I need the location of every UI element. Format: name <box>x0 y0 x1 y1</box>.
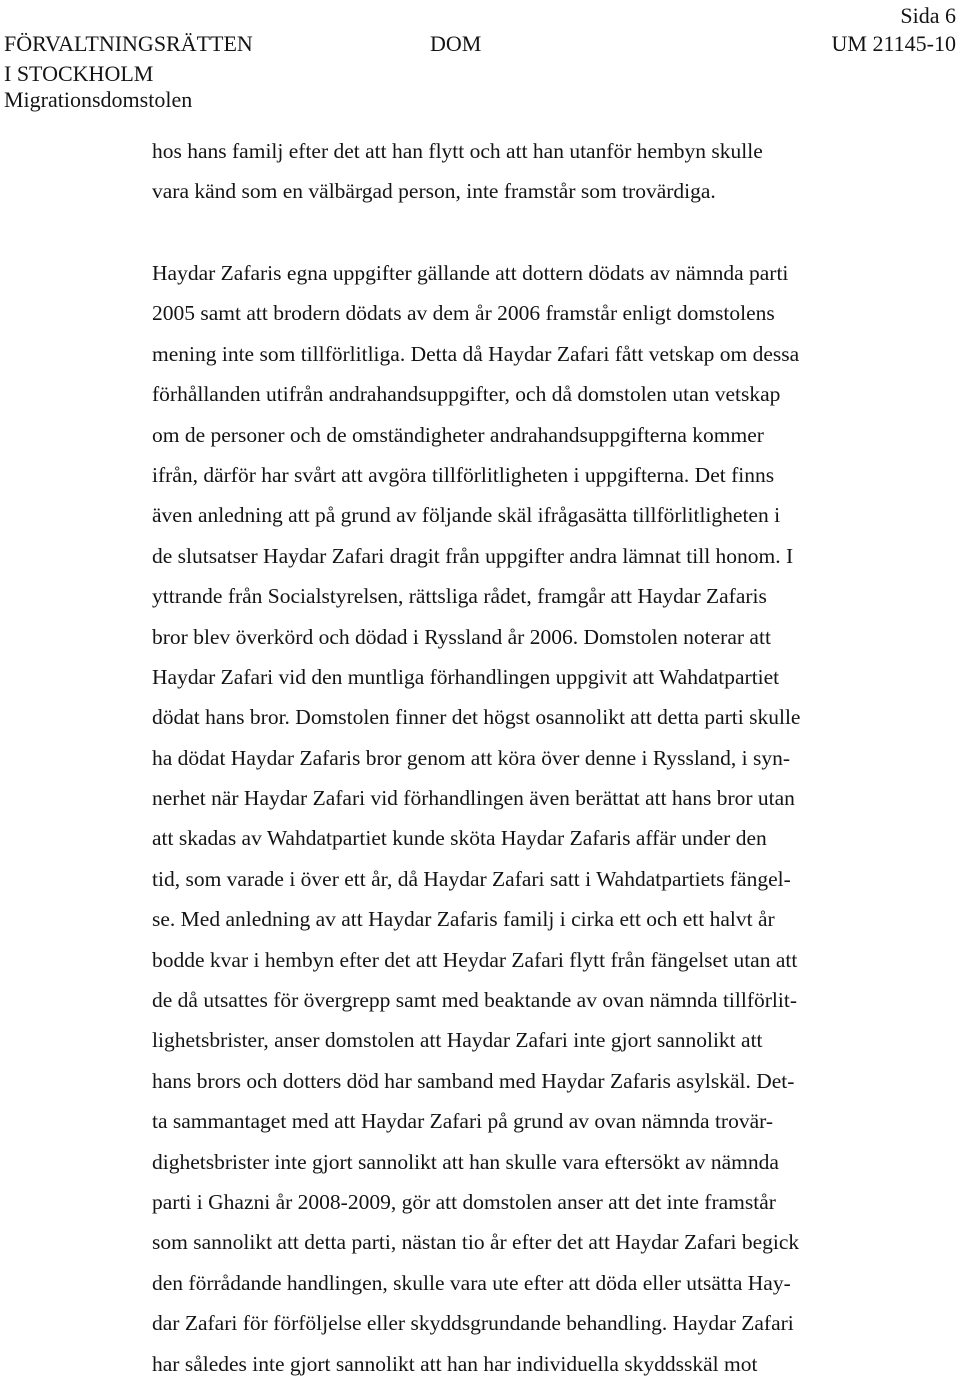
text-line: har således inte gjort sannolikt att han har individuella skyddsskäl mot <box>152 1351 758 1376</box>
text-line: Haydar Zafari vid den muntliga förhandlingen uppgivit att Wahdatpartiet <box>152 664 780 689</box>
court-department: Migrationsdomstolen <box>4 87 193 112</box>
text-line: 2005 samt att brodern dödats av dem år 2006 framstår enligt domstolens <box>152 301 775 326</box>
text-line: nerhet när Haydar Zafari vid förhandlingen även berättat att hans bror utan <box>152 786 795 811</box>
text-line: om de personer och de omständigheter andrahandsuppgifterna kommer <box>152 422 764 447</box>
text-line: tid, som varade i över ett år, då Haydar Zafari satt i Wahdatpartiets fängel- <box>152 866 791 891</box>
text-line: bror blev överkörd och dödad i Ryssland år 2006. Domstolen noterar att <box>152 624 771 649</box>
text-line: dar Zafari för förföljelse eller skyddsgrundande behandling. Haydar Zafari <box>152 1311 794 1336</box>
text-line: de slutsatser Haydar Zafari dragit från uppgifter andra lämnat till honom. I <box>152 543 794 568</box>
text-line: förhållanden utifrån andrahandsuppgifter, och då domstolen utan vetskap <box>152 382 781 407</box>
court-name: FÖRVALTNINGSRÄTTEN <box>4 31 253 56</box>
text-line: ifrån, därför har svårt att avgöra tillförlitligheten i uppgifterna. Det finns <box>152 462 775 487</box>
text-line: bodde kvar i hembyn efter det att Heydar Zafari flytt från fängelset utan att <box>152 947 798 972</box>
case-number: UM 21145-10 <box>831 31 956 56</box>
text-line: lighetsbrister, anser domstolen att Haydar Zafari inte gjort sannolikt att <box>152 1028 763 1053</box>
text-line: de då utsattes för övergrepp samt med beaktande av ovan nämnda tillförlit- <box>152 988 797 1013</box>
text-line: även anledning att på grund av följande skäl ifrågasätta tillförlitligheten i <box>152 503 781 528</box>
court-city: I STOCKHOLM <box>4 61 154 86</box>
text-line: att skadas av Wahdatpartiet kunde sköta Haydar Zafaris affär under den <box>152 826 767 851</box>
text-line: vara känd som en välbärgad person, inte framstår som trovärdiga. <box>152 179 716 204</box>
text-line: som sannolikt att detta parti, nästan tio år efter det att Haydar Zafari begick <box>152 1230 800 1255</box>
text-line: hos hans familj efter det att han flytt och att han utanför hembyn skulle <box>152 139 763 163</box>
text-line: se. Med anledning av att Haydar Zafaris familj i cirka ett och ett halvt år <box>152 907 775 932</box>
text-line: dödat hans bror. Domstolen finner det högst osannolikt att detta parti skulle <box>152 705 801 730</box>
document-type: DOM <box>430 31 482 56</box>
text-line: den förrådande handlingen, skulle vara ute efter att döda eller utsätta Hay- <box>152 1270 791 1295</box>
page-number: Sida 6 <box>900 3 956 28</box>
text-line: Haydar Zafaris egna uppgifter gällande att dottern dödats av nämnda parti <box>152 261 789 285</box>
text-line: yttrande från Socialstyrelsen, rättsliga rådet, framgår att Haydar Zafaris <box>152 584 767 609</box>
paragraph-1 <box>152 131 912 212</box>
text-line: ha dödat Haydar Zafaris bror genom att köra över denne i Ryssland, i syn- <box>152 745 790 770</box>
paragraph-2 <box>152 253 912 1384</box>
text-line: parti i Ghazni år 2008-2009, gör att domstolen anser att det inte framstår <box>152 1189 776 1214</box>
text-line: mening inte som tillförlitliga. Detta då Haydar Zafari fått vetskap om dessa <box>152 341 800 366</box>
text-line: hans brors och dotters död har samband med Haydar Zafaris asylskäl. Det- <box>152 1068 795 1093</box>
text-line: dighetsbrister inte gjort sannolikt att han skulle vara eftersökt av nämnda <box>152 1149 779 1174</box>
text-line: ta sammantaget med att Haydar Zafari på grund av ovan nämnda trovär- <box>152 1109 774 1134</box>
